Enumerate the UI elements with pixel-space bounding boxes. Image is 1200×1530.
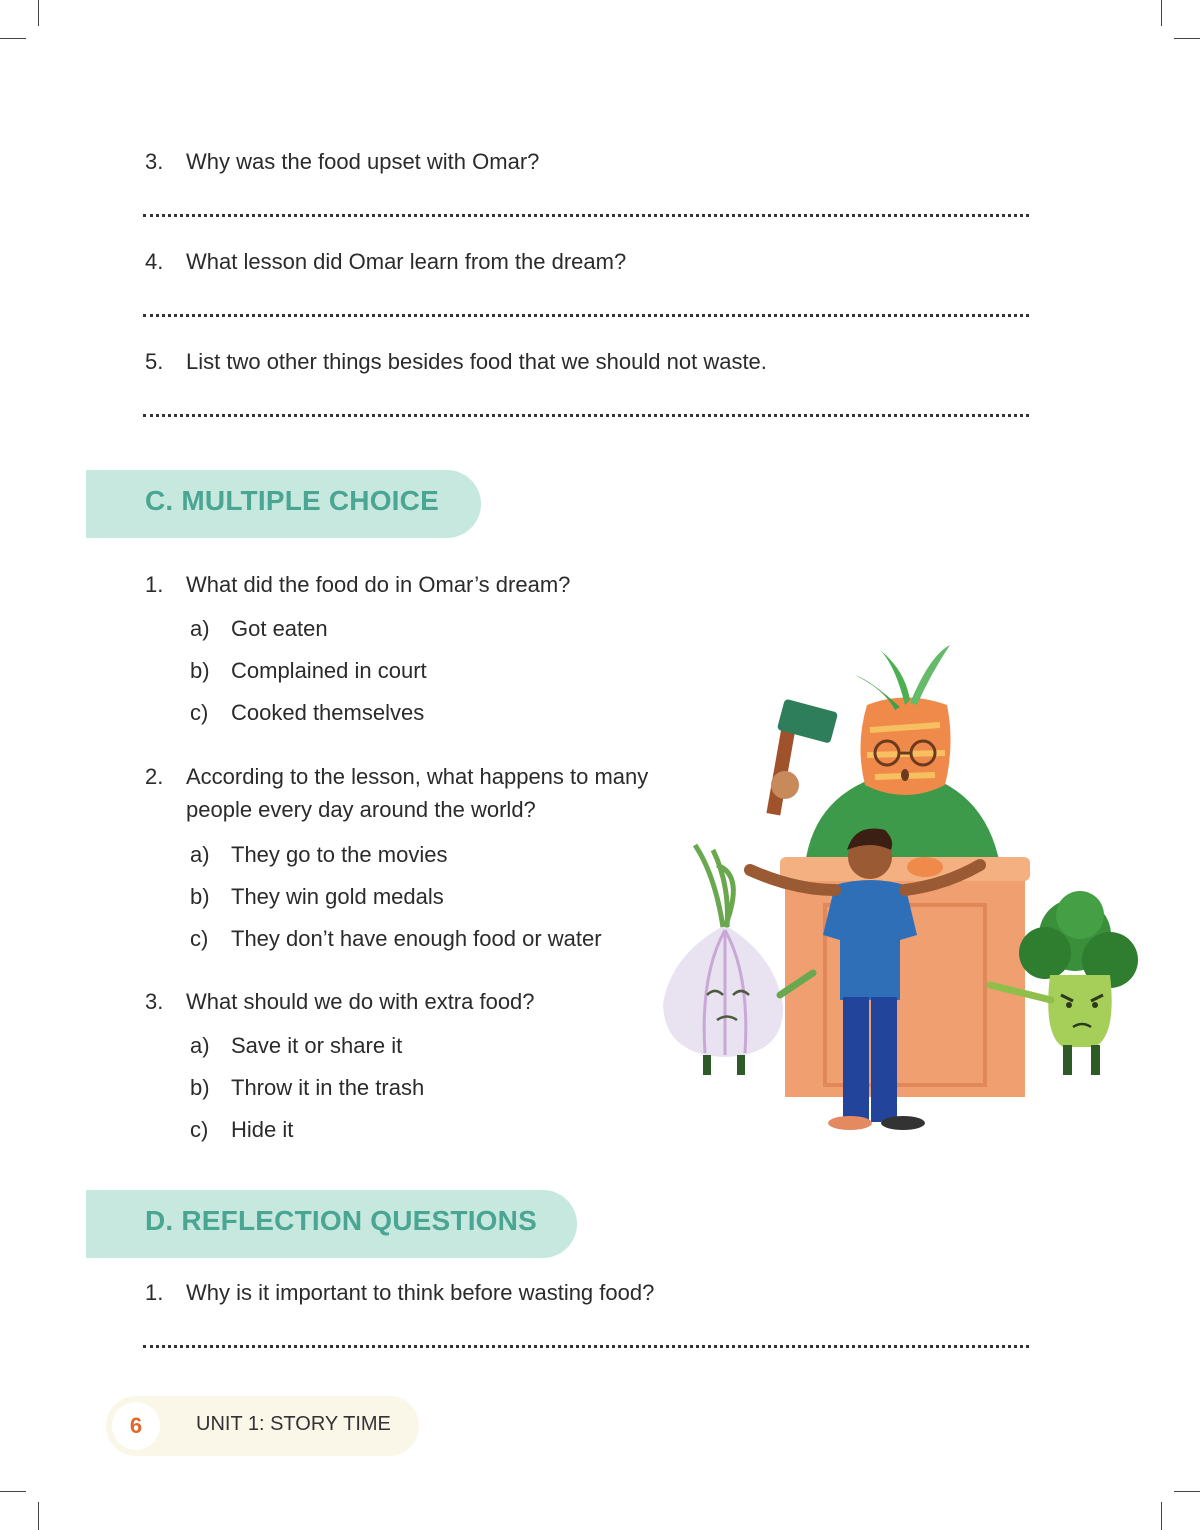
option-text: Complained in court xyxy=(231,658,427,683)
unit-label: UNIT 1: STORY TIME xyxy=(196,1413,391,1435)
crop-mark xyxy=(38,1502,39,1530)
question-text: List two other things besides food that we should not waste. xyxy=(186,349,767,374)
option-letter: c) xyxy=(190,700,209,725)
crop-mark xyxy=(1174,38,1200,39)
crop-mark xyxy=(1174,1491,1200,1492)
option-letter: c) xyxy=(190,926,209,951)
option-text: Hide it xyxy=(231,1117,294,1142)
onion-icon xyxy=(663,925,783,1057)
option-letter: b) xyxy=(190,884,210,909)
option-text: Cooked themselves xyxy=(231,700,425,725)
option-letter: c) xyxy=(190,1117,209,1142)
option-text: They don’t have enough food or water xyxy=(231,926,602,951)
section-c-heading: C. MULTIPLE CHOICE xyxy=(145,485,439,516)
answer-line[interactable] xyxy=(143,214,1029,217)
option-text: They win gold medals xyxy=(231,884,444,909)
question-text: What should we do with extra food? xyxy=(186,989,535,1014)
crop-mark xyxy=(38,0,39,26)
question-text: What did the food do in Omar’s dream? xyxy=(186,572,571,597)
section-c-banner xyxy=(86,470,481,538)
question-number: 3. xyxy=(145,989,164,1014)
crop-mark xyxy=(0,1491,26,1492)
option-text: Got eaten xyxy=(231,616,328,641)
answer-line[interactable] xyxy=(143,1345,1029,1348)
crop-mark xyxy=(0,38,26,39)
section-d-heading: D. REFLECTION QUESTIONS xyxy=(145,1205,537,1236)
question-text-line-2: people every day around the world? xyxy=(186,797,536,822)
question-number: 3. xyxy=(145,149,164,174)
question-text: What lesson did Omar learn from the dream? xyxy=(186,249,627,274)
page-footer xyxy=(106,1396,419,1456)
court-illustration xyxy=(655,635,1165,1145)
option-letter: a) xyxy=(190,842,210,867)
option-letter: a) xyxy=(190,616,210,641)
option-text: They go to the movies xyxy=(231,842,448,867)
option-letter: b) xyxy=(190,1075,210,1100)
answer-line[interactable] xyxy=(143,414,1029,417)
question-number: 2. xyxy=(145,764,164,789)
crop-mark xyxy=(1161,1502,1162,1530)
question-number: 1. xyxy=(145,1280,164,1305)
crop-mark xyxy=(1161,0,1162,26)
option-text: Throw it in the trash xyxy=(231,1075,425,1100)
question-text-line-1: According to the lesson, what happens to many xyxy=(186,764,649,789)
question-text: Why is it important to think before wasting food? xyxy=(186,1280,655,1305)
option-text: Save it or share it xyxy=(231,1033,403,1058)
page-number: 6 xyxy=(112,1402,160,1450)
question-number: 4. xyxy=(145,249,164,274)
option-letter: a) xyxy=(190,1033,210,1058)
answer-line[interactable] xyxy=(143,314,1029,317)
section-d-banner xyxy=(86,1190,577,1258)
question-text: Why was the food upset with Omar? xyxy=(186,149,540,174)
question-number: 5. xyxy=(145,349,164,374)
question-number: 1. xyxy=(145,572,164,597)
option-letter: b) xyxy=(190,658,210,683)
